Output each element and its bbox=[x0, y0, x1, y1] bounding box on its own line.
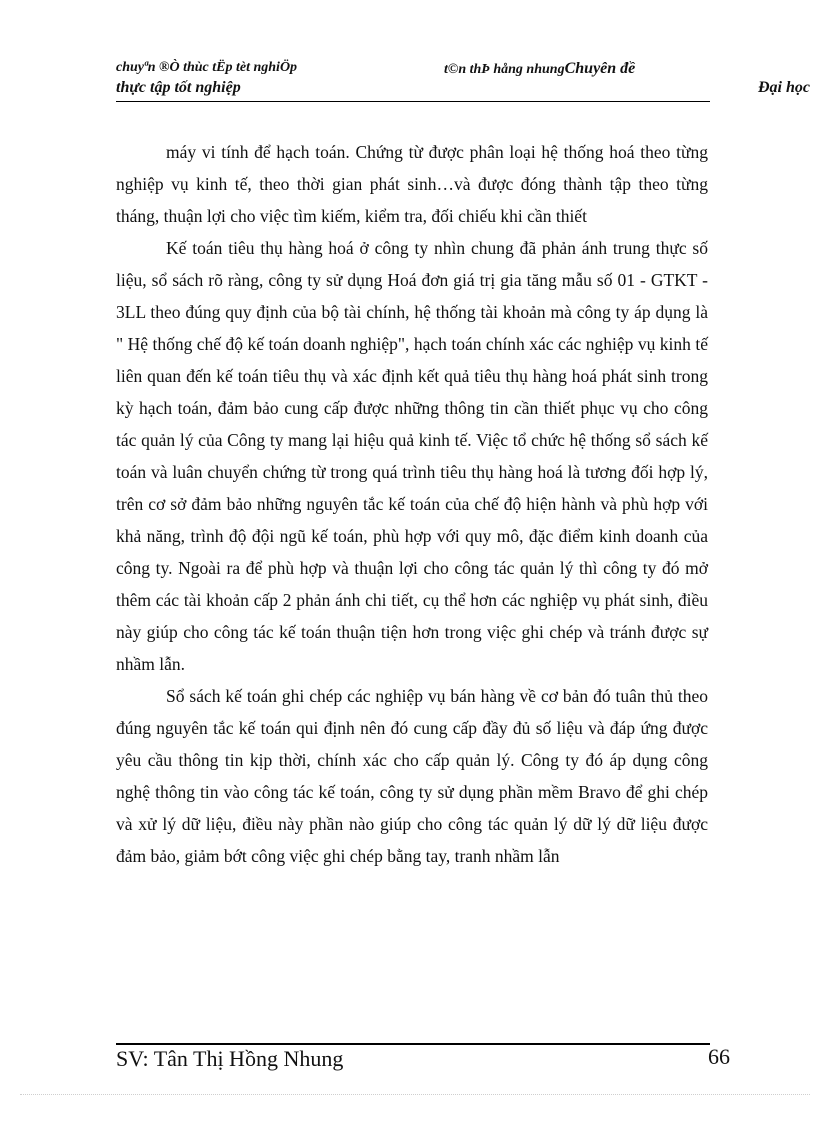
header-left-text: chuyªn ®Ò thùc tËp tèt nghiÖp bbox=[116, 60, 298, 75]
body-content bbox=[116, 136, 708, 872]
page-break-line bbox=[20, 1094, 810, 1095]
paragraph-1: máy vi tính để hạch toán. Chứng từ được phân loại hệ thống hoá theo từng nghiệp vụ kinh tế, theo thời gian phát sinh…và được đóng thành tập theo từng tháng, thuận lợi cho việc tìm kiếm, kiểm tra, đối chiếu khi cần thiết bbox=[116, 142, 708, 226]
header-line-1 bbox=[116, 58, 816, 80]
header-mid bbox=[444, 60, 635, 78]
header-right-text: Đại học bbox=[758, 79, 810, 96]
paragraph-2: Kế toán tiêu thụ hàng hoá ở công ty nhìn chung đã phản ánh trung thực số liệu, sổ sách rõ ràng, công ty sử dụng Hoá đơn giá trị gia tăng mẫu số 01 - GTKT - 3LL theo đúng quy định của bộ tài chính, hệ thống tài khoản mà công ty áp dụng là " Hệ thống chế độ kế toán doanh nghiệp", hạch toán chính xác các nghiệp vụ kinh tế liên quan đến kế toán tiêu thụ và xác định kết quả tiêu thụ hàng hoá phát sinh trong kỳ hạch toán, đảm bảo cung cấp được những thông tin cần thiết phục vụ cho công tác quản lý của Công ty mang lại hiệu quả kinh tế. Việc tổ chức hệ thống sổ sách kế toán và luân chuyển chứng từ trong quá trình tiêu thụ hàng hoá là tương đối hợp lý, trên cơ sở đảm bảo những nguyên tắc kế toán của chế độ hiện hành và phù hợp với khả năng, trình độ đội ngũ kế toán, phù hợp với quy mô, đặc điểm kinh doanh của công ty. Ngoài ra để phù hợp và thuận lợi cho công tác quản lý thì công ty đó mở thêm các tài khoản cấp 2 phản ánh chi tiết, cụ thể hơn các nghiệp vụ phát sinh, điều này giúp cho công tác kế toán thuận tiện hơn trong việc ghi chép và tránh được sự nhầm lẫn. bbox=[116, 238, 708, 674]
footer-rule bbox=[116, 1043, 710, 1045]
header-line-2: thực tập tốt nghiệp bbox=[116, 79, 241, 96]
footer-page-number: 66 bbox=[708, 1044, 730, 1069]
footer-student-name: SV: Tân Thị Hồng Nhung bbox=[116, 1046, 344, 1071]
paragraph-3: Sổ sách kế toán ghi chép các nghiệp vụ bán hàng về cơ bản đó tuân thủ theo đúng nguyên tắc kế toán qui định nên đó cung cấp đầy đủ số liệu và đáp ứng được yêu cầu thông tin kịp thời, chính xác cho cấp quản lý. Công ty đó áp dụng công nghệ thông tin vào công tác kế toán, công ty sử dụng phần mềm Bravo để ghi chép và xử lý dữ liệu, điều này phần nào giúp cho công tác quản lý dữ lý dữ liệu được đảm bảo, giảm bớt công việc ghi chép bằng tay, tranh nhầm lẫn bbox=[116, 686, 708, 866]
header-mid-text: t©n thÞ hång nhung bbox=[444, 62, 565, 77]
header-rule bbox=[116, 101, 710, 102]
header-mid-bold: Chuyên đề bbox=[564, 60, 636, 77]
